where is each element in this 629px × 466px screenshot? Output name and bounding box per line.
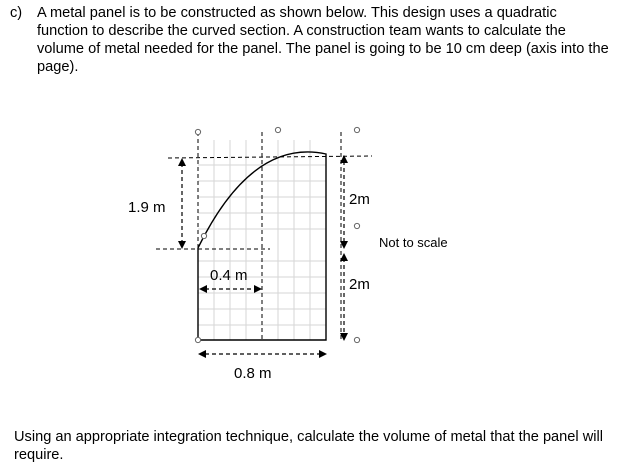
question-label: c) <box>10 5 23 21</box>
scale-note: Not to scale <box>379 235 448 250</box>
inner-width-label: 0.4 m <box>210 267 248 284</box>
right-lower-height-label: 2m <box>349 276 370 293</box>
total-width-label: 0.8 m <box>234 365 272 382</box>
right-upper-height-label: 2m <box>349 191 370 208</box>
left-height-dimension <box>178 158 186 249</box>
task-text: Using an appropriate integration technique, calculate the volume of metal that the panel will require. <box>14 429 603 463</box>
total-width-dimension <box>198 350 327 358</box>
question-text: A metal panel is to be constructed as shown below. This design uses a quadratic function to describe the curved section. A construction team wants to calculate the volume of metal needed for the panel. The panel is going to be 10 cm deep (axis into the page). <box>37 5 609 75</box>
left-height-label: 1.9 m <box>128 199 166 216</box>
